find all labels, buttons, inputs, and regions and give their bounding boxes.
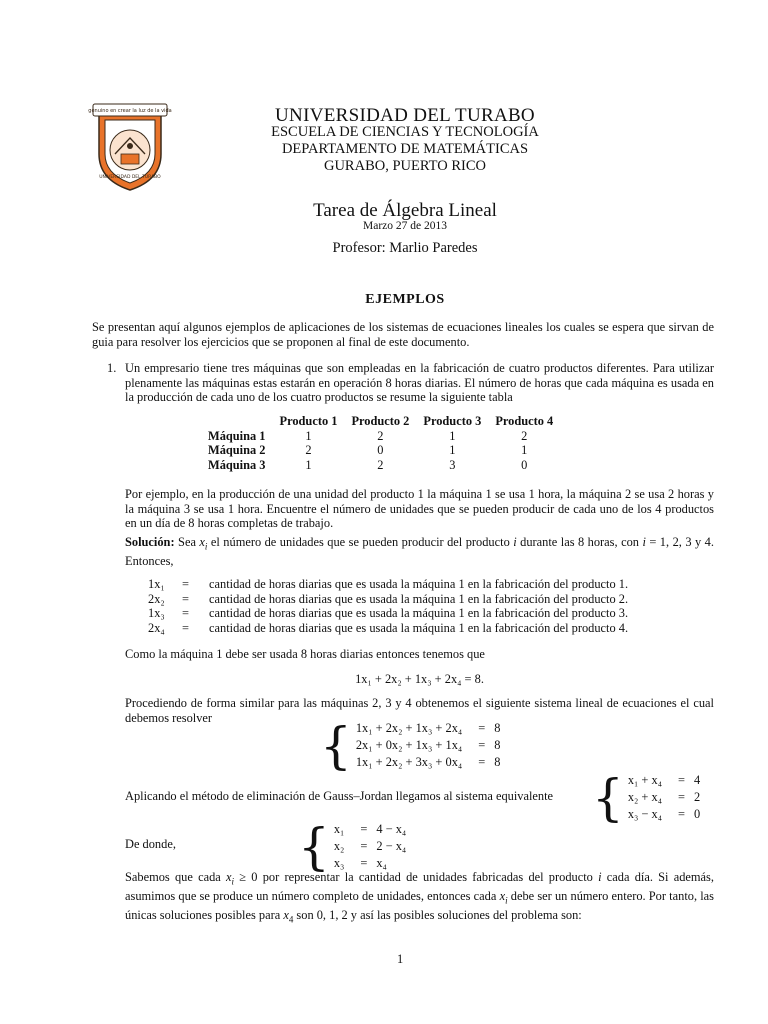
definition-row: 1x₃ = cantidad de horas diarias que es usada la máquina 1 en la fabricación del producto 3. bbox=[148, 606, 629, 621]
university-seal bbox=[88, 102, 172, 192]
proceeding-paragraph: Procediendo de forma similar para las máquinas 2, 3 y 4 obtenemos el siguiente sistema lineal de ecuaciones el cual debemos resolver bbox=[125, 696, 714, 725]
table-cell: 2 bbox=[305, 443, 312, 458]
equivalent-system: { x₁ + x₄ = 4 x₂ + x₄ = 2 x₃ − x₄ = 0 bbox=[592, 768, 701, 827]
table-cell: 0 bbox=[377, 443, 384, 458]
title-block bbox=[230, 200, 580, 257]
solution-text-c: durante las 8 horas, con bbox=[520, 535, 639, 549]
table-header-cell: Producto 2 bbox=[351, 414, 410, 428]
table-cell: 1 bbox=[449, 428, 456, 443]
item-number: 1. bbox=[107, 361, 117, 375]
table-header-cell bbox=[202, 414, 273, 429]
table-cell: 0 bbox=[521, 457, 528, 472]
table-row bbox=[202, 458, 560, 473]
problem-statement: Un empresario tiene tres máquinas que son empleadas en la fabricación de cuatro productos diferentes. Para utilizar plenamente las máquinas estas estarán en operación 8 horas diarias. El número de horas que cada máquina es usada en la producción de cada uno de los cuatro productos se resume la siguiente tabla bbox=[125, 361, 714, 405]
table-cell: 1 bbox=[305, 457, 312, 472]
table-cell: 2 bbox=[521, 428, 528, 443]
solution-paragraph: Solución: Sea $x_i$ el número de unidades que se pueden producir del producto i durante las 8 horas, con i = 1, 2, 3 y 4. Entonces, bbox=[125, 535, 714, 569]
table-cell: 2 bbox=[377, 428, 384, 443]
table-header-cell: Producto 4 bbox=[495, 414, 554, 428]
from-which-label: De donde, bbox=[125, 837, 176, 851]
table-header-cell: Producto 3 bbox=[423, 414, 482, 428]
document-date: Marzo 27 de 2013 bbox=[363, 220, 447, 232]
example-paragraph: Por ejemplo, en la producción de una unidad del producto 1 la máquina 1 se usa 1 hora, la máquina 2 se usa 2 horas y la máquina 3 se usa 1 hora. Encuentre el número de unidades que se pueden producir de cada uno de los 4 productos en un día de 8 horas completas de trabajo. bbox=[125, 487, 714, 531]
solution-text-a: Sea bbox=[178, 535, 196, 549]
solution-text-d: Entonces, bbox=[125, 554, 174, 569]
seal-ring-text: UNIVERSIDAD DEL TURABO bbox=[99, 175, 161, 180]
letterhead bbox=[230, 107, 580, 175]
table-cell: 2 bbox=[377, 457, 384, 472]
linear-system: { 1x₁ + 2x₂ + 1x₃ + 2x₄ = 8 2x₁ + 0x₂ + 1x₃ + 1x₄ = 8 1x₁ + 2x₂ + 3x₃ + 0x₄ = 8 bbox=[320, 716, 501, 775]
left-brace: { bbox=[592, 768, 624, 827]
left-brace: { bbox=[320, 716, 352, 775]
department-name: DEPARTAMENTO DE MATEMÁTICAS bbox=[281, 141, 529, 157]
professor: Profesor: Marlio Paredes bbox=[332, 240, 478, 256]
table-cell: 3 bbox=[449, 457, 456, 472]
table-header-row bbox=[202, 414, 560, 429]
university-name: UNIVERSIDAD DEL TURABO bbox=[275, 105, 535, 126]
table-header-cell: Producto 1 bbox=[279, 414, 338, 428]
left-brace: { bbox=[298, 817, 330, 876]
definitions-list bbox=[148, 577, 628, 635]
document-title: Tarea de Álgebra Lineal bbox=[313, 200, 497, 221]
solution-text-b: el número de unidades que se pueden producir del producto bbox=[210, 535, 510, 549]
solution-system: { x₁ = 4 − x₄ x₂ = 2 − x₄ x₃ = x₄ bbox=[298, 817, 407, 876]
table-cell: 1 bbox=[521, 443, 528, 458]
definition-row: 2x₂ = cantidad de horas diarias que es usada la máquina 1 en la fabricación del producto 2. bbox=[148, 591, 629, 606]
table-row bbox=[202, 443, 560, 458]
table-cell: 1 bbox=[449, 443, 456, 458]
section-heading: EJEMPLOS bbox=[365, 292, 445, 307]
table-row bbox=[202, 429, 560, 444]
como-sentence: Como la máquina 1 debe ser usada 8 horas diarias entonces tenemos que bbox=[125, 647, 485, 661]
row-label: Máquina 2 bbox=[208, 443, 266, 458]
hours-table bbox=[202, 414, 560, 472]
intro-paragraph: Se presentan aquí algunos ejemplos de aplicaciones de los sistemas de ecuaciones lineales los cuales se espera que sirvan de guia para resolver los ejercicios que se proponen al final de este documento. bbox=[92, 320, 714, 349]
table-cell: 1 bbox=[305, 428, 312, 443]
location: GURABO, PUERTO RICO bbox=[323, 158, 486, 174]
machine1-equation: 1x₁ + 2x₂ + 1x₃ + 2x₄ = 8. bbox=[355, 672, 484, 686]
gauss-jordan-sentence: Aplicando el método de eliminación de Gauss–Jordan llegamos al sistema equivalente bbox=[125, 789, 554, 803]
seal-banner-text: genuino en crear la luz de la vida bbox=[88, 108, 172, 114]
row-label: Máquina 1 bbox=[208, 428, 266, 443]
page-number: 1 bbox=[397, 952, 404, 966]
solution-label: Solución: bbox=[125, 535, 175, 549]
definition-row: 2x₄ = cantidad de horas diarias que es usada la máquina 1 en la fabricación del producto 4. bbox=[148, 620, 629, 635]
closing-paragraph: Sabemos que cada $x_i \ge 0$ por representar la cantidad de unidades fabricadas del producto i cada día. Si además, asumimos que se produce un número completo de unidades, entonces cada $x_i$ debe ser un número entero. Por tanto, las únicas soluciones posibles para $x_4$ son 0, 1, 2 y así las posibles soluciones del problema son: bbox=[125, 870, 714, 925]
definition-row: 1x₁ = cantidad de horas diarias que es usada la máquina 1 en la fabricación del producto 1. bbox=[148, 577, 629, 591]
row-label: Máquina 3 bbox=[208, 457, 266, 472]
school-name: ESCUELA DE CIENCIAS Y TECNOLOGÍA bbox=[271, 124, 539, 140]
